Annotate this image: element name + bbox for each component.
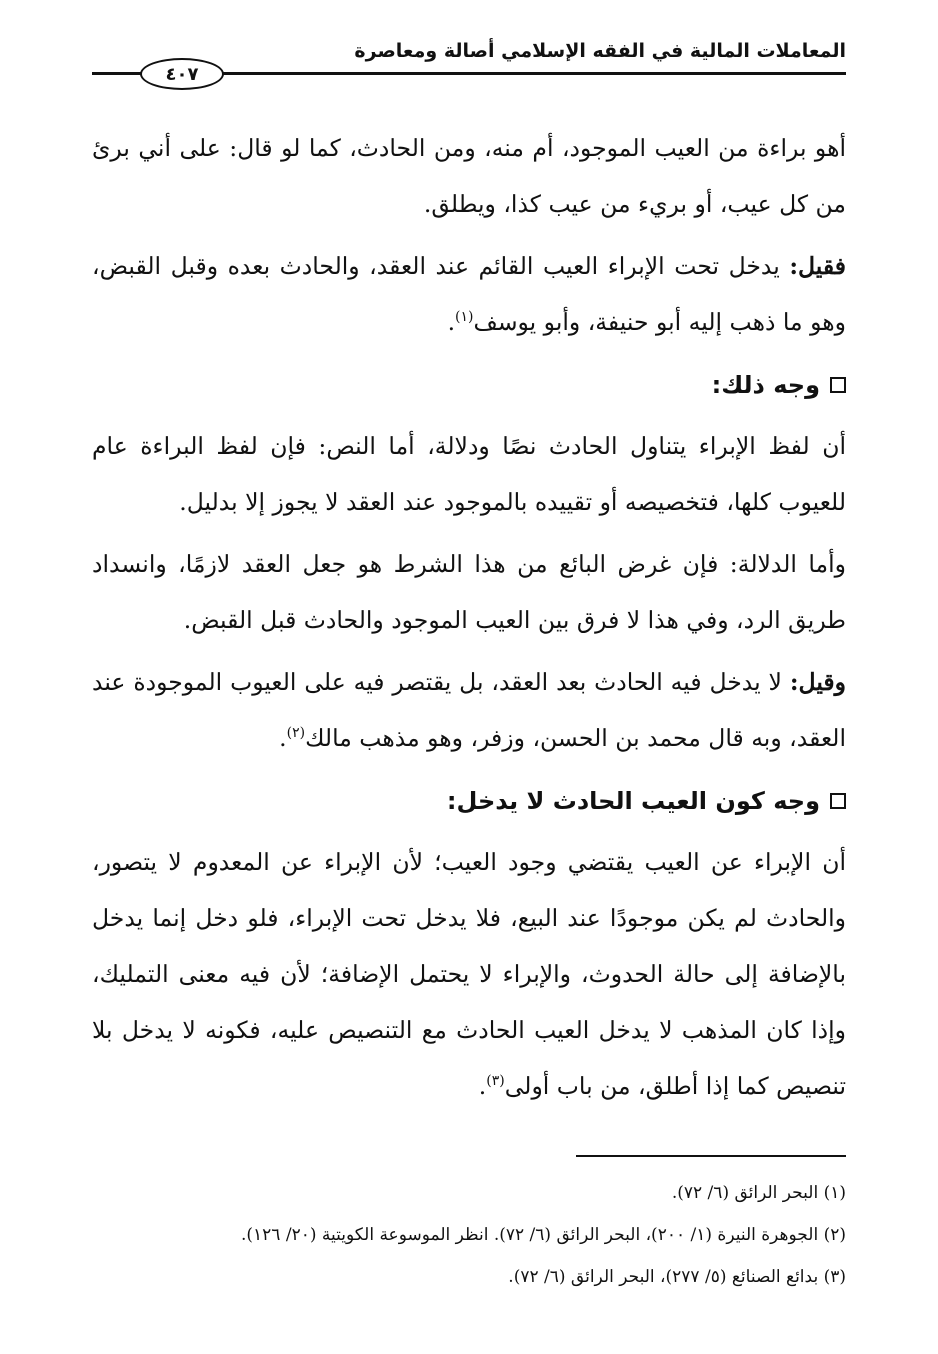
- paragraph-2-text: يدخل تحت الإبراء العيب القائم عند العقد، والحادث بعده وقبل القبض، وهو ما ذهب إليه أبو حنيفة، وأبو يوسف: [92, 252, 846, 336]
- paragraph-5-text: لا يدخل فيه الحادث بعد العقد، بل يقتصر فيه على العيوب الموجودة عند العقد، وبه قال محمد بن الحسن، وزفر، وهو مذهب مالك: [92, 668, 846, 752]
- paragraph-5-lead: وقيل:: [789, 668, 846, 696]
- paragraph-6-text: أن الإبراء عن العيب يقتضي وجود العيب؛ لأن الإبراء عن المعدوم لا يتصور، والحادث لم يكن موجودًا عند البيع، فلا يدخل تحت الإبراء، فلو دخل إنما يدخل بالإضافة إلى حالة الحدوث، والإبراء لا يحتمل الإضافة؛ لأن فيه معنى التمليك، وإذا كان المذهب لا يدخل العيب الحادث مع التنصيص عليه، فكونه لا يدخل بلا تنصيص كما إذا أطلق، من باب أولى: [92, 848, 846, 1100]
- footnote-2: (٢) الجوهرة النيرة (١/ ٢٠٠)، البحر الرائق (٦/ ٧٢). انظر الموسوعة الكويتية (٢٠/ ١٢٦).: [240, 1225, 846, 1245]
- paragraph-5-end: .: [279, 724, 287, 752]
- page-number-badge: ٤٠٧: [140, 58, 224, 90]
- paragraph-6-end: .: [478, 1072, 487, 1100]
- footnote-ref-3[interactable]: (٣): [486, 1073, 505, 1090]
- main-text: [92, 120, 846, 1120]
- section-heading-2: [92, 772, 846, 830]
- footnote-ref-1[interactable]: (١): [455, 309, 474, 326]
- paragraph-5: [92, 654, 846, 766]
- square-bullet-icon: [830, 377, 846, 393]
- section-heading-2-text: وجه كون العيب الحادث لا يدخل:: [446, 787, 820, 815]
- paragraph-1: أهو براءة من العيب الموجود، أم منه، ومن الحادث، كما لو قال: على أني برئ من كل عيب، أو بريء من عيب كذا، ويطلق.: [92, 134, 846, 218]
- paragraph-4: وأما الدلالة: فإن غرض البائع من هذا الشرط هو جعل العقد لازمًا، وانسداد طريق الرد، وفي هذا لا فرق بين العيب الموجود والحادث قبل القبض.: [92, 550, 846, 634]
- square-bullet-icon: [830, 793, 846, 809]
- footnote-ref-2[interactable]: (٢): [286, 725, 306, 742]
- footnotes: [92, 1172, 846, 1298]
- footnote-separator: [576, 1155, 846, 1157]
- footnote-1: (١) البحر الرائق (٦/ ٧٢).: [671, 1183, 846, 1203]
- paragraph-3: أن لفظ الإبراء يتناول الحادث نصًا ودلالة، أما النص: فإن لفظ البراءة عام للعيوب كلها، فتخصيصه أو تقييده بالموجود عند العقد لا يجوز إلا بدليل.: [92, 432, 846, 516]
- footnote-3: (٣) بدائع الصنائع (٥/ ٢٧٧)، البحر الرائق (٦/ ٧٢).: [508, 1267, 846, 1287]
- section-heading-1-text: وجه ذلك:: [711, 371, 820, 399]
- paragraph-2: [92, 238, 846, 350]
- paragraph-2-lead: فقيل:: [789, 252, 846, 280]
- running-header-title: المعاملات المالية في الفقه الإسلامي أصالة ومعاصرة: [354, 40, 846, 62]
- paragraph-2-end: .: [447, 308, 456, 336]
- paragraph-6: [92, 834, 846, 1114]
- section-heading-1: [92, 356, 846, 414]
